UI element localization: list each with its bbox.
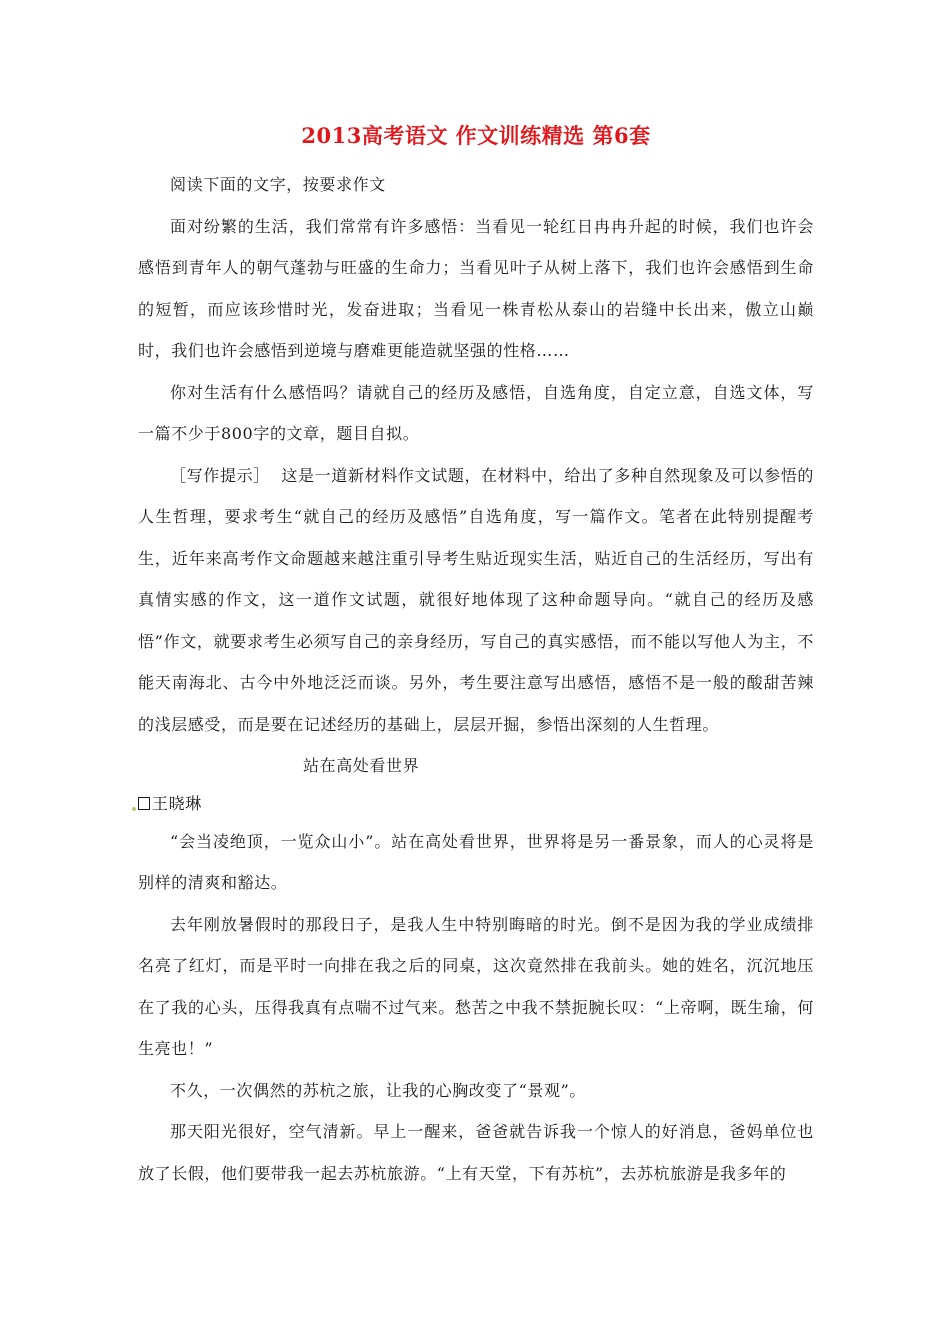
essay-paragraph: “会当凌绝顶，一览众山小”。站在高处看世界，世界将是另一番景象，而人的心灵将是别样的清爽和豁达。 [138,831,814,892]
square-box-icon [138,797,150,810]
prompt-intro: 阅读下面的文字，按要求作文 [170,175,386,194]
document-page [138,118,814,1194]
essay-paragraph: 那天阳光很好，空气清新。早上一醒来，爸爸就告诉我一个惊人的好消息，爸妈单位也放了长假，他们要带我一起去苏杭旅游。“上有天堂，下有苏杭”，去苏杭旅游是我多年的 [138,1122,814,1183]
document-title: 2013高考语文 作文训练精选 第6套 [301,123,651,148]
essay-paragraph: 去年刚放暑假时的那段日子，是我人生中特别晦暗的时光。倒不是因为我的学业成绩排名亮了红灯，而是平时一向排在我之后的同桌，这次竟然排在我前头。她的姓名，沉沉地压在了我的心头，压得我真有点喘不过气来。愁苦之中我不禁扼腕长叹：“上帝啊，既生瑜，何生亮也！” [138,914,814,1058]
writing-hint [138,455,814,746]
prompt-material: 面对纷繁的生活，我们常常有许多感悟：当看见一轮红日冉冉升起的时候，我们也许会感悟到青年人的朝气蓬勃与旺盛的生命力；当看见叶子从树上落下，我们也许会感悟到生命的短暂，而应该珍惜时光，发奋进取；当看见一株青松从泰山的岩缝中长出来，傲立山巅时，我们也许会感悟到逆境与磨难更能造就坚强的性格…… [138,216,814,360]
essay-author: 王晓琳 [152,793,202,813]
essay-author-line [132,787,814,821]
hint-text: 这是一道新材料作文试题，在材料中，给出了多种自然现象及可以参悟的人生哲理，要求考生“就自己的经历及感悟”自选角度，写一篇作文。笔者在此特别提醒考生，近年来高考作文命题越来越注重引导考生贴近现实生活，贴近自己的生活经历，写出有真情实感的作文，这一道作文试题，就很好地体现了这种命题导向。“就自己的经历及感悟”作文，就要求考生必须写自己的亲身经历，写自己的真实感悟，而不能以写他人为主，不能天南海北、古今中外地泛泛而谈。另外，考生要注意写出感悟，感悟不是一般的酸甜苦辣的浅层感受，而是要在记述经历的基础上，层层开掘，参悟出深刻的人生哲理。 [138,465,815,734]
hint-label: ［写作提示］ [170,465,270,485]
marker-dot-icon [132,807,136,811]
essay-title: 站在高处看世界 [303,756,420,775]
prompt-task: 你对生活有什么感悟吗？请就自己的经历及感悟，自选角度，自定立意，自选文体，写一篇不少于800字的文章，题目自拟。 [138,382,814,443]
essay-paragraph: 不久，一次偶然的苏杭之旅，让我的心胸改变了“景观”。 [170,1080,586,1100]
